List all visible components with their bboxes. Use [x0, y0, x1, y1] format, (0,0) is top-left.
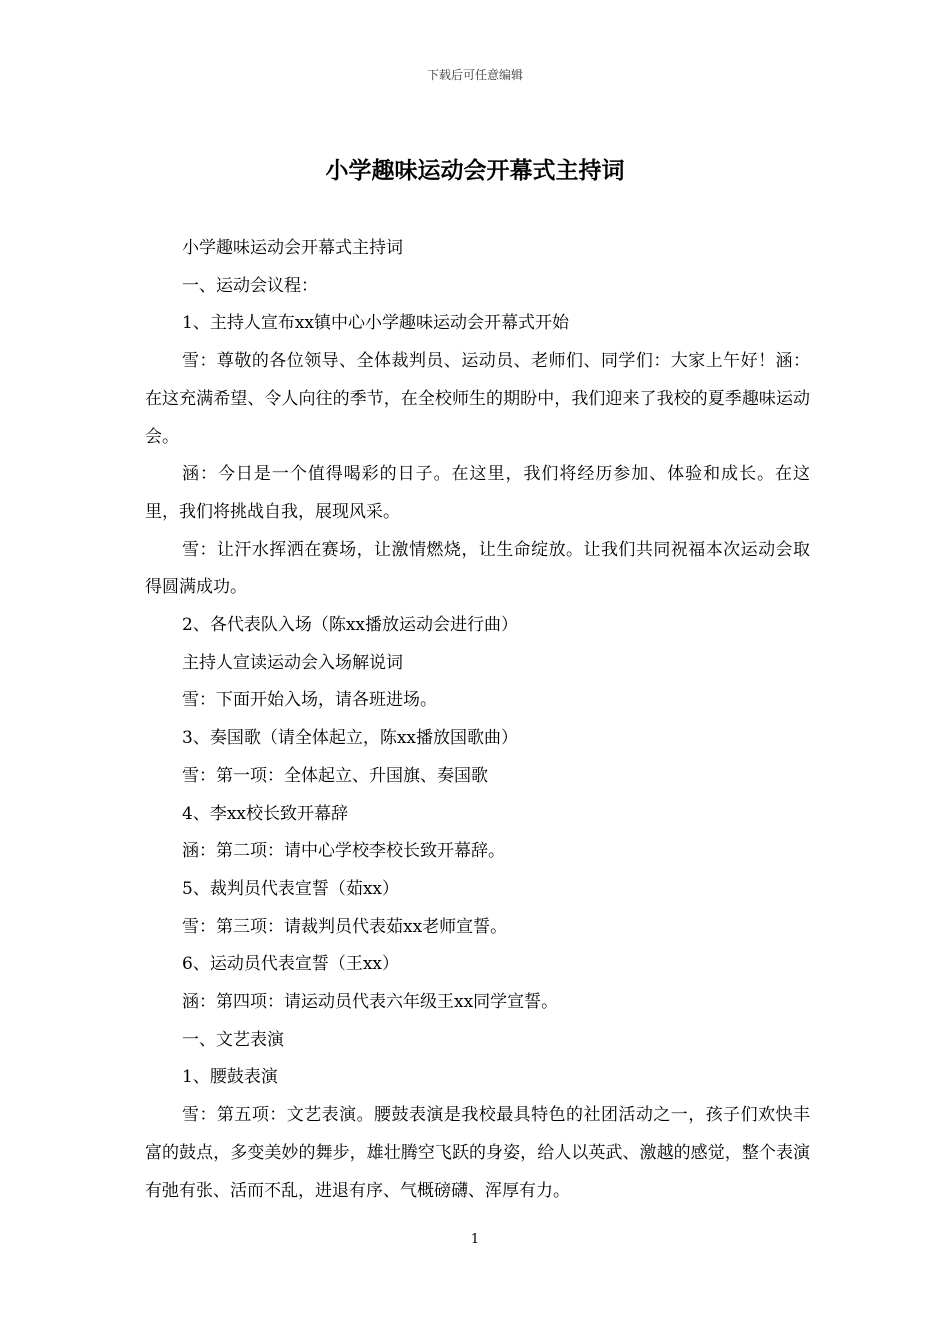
paragraph: 雪：第一项：全体起立、升国旗、奏国歌: [182, 765, 488, 786]
paragraph: 5、裁判员代表宣誓（茹xx）: [182, 878, 399, 899]
paragraph: 1、主持人宣布xx镇中心小学趣味运动会开幕式开始: [182, 313, 569, 334]
paragraph: 雪：第五项：文艺表演。腰鼓表演是我校最具特色的社团活动之一，孩子们欢快丰富的鼓点，多变美妙的舞步，雄壮腾空飞跃的身姿，给人以英武、激越的感觉，整个表演有弛有张、活而不乱，进退有序、气概磅礴、浑厚有力。: [145, 1105, 810, 1201]
paragraph: 雪：下面开始入场，请各班进场。: [182, 690, 437, 711]
document-body: [145, 230, 810, 1210]
paragraph: 一、运动会议程：: [182, 275, 318, 296]
header-note: 下载后可任意编辑: [426, 68, 523, 82]
paragraph: 小学趣味运动会开幕式主持词: [182, 238, 403, 258]
page-number: 1: [470, 1232, 480, 1247]
paragraph: 一、文艺表演: [182, 1029, 284, 1050]
paragraph: 雪：让汗水挥洒在赛场，让激情燃烧，让生命绽放。让我们共同祝福本次运动会取得圆满成功。: [145, 539, 810, 598]
paragraph: 雪：尊敬的各位领导、全体裁判员、运动员、老师们、同学们：大家上午好！涵：在这充满希望、令人向往的季节，在全校师生的期盼中，我们迎来了我校的夏季趣味运动会。: [145, 351, 810, 447]
paragraph: 3、奏国歌（请全体起立，陈xx播放国歌曲）: [182, 728, 518, 749]
paragraph: 2、各代表队入场（陈xx播放运动会进行曲）: [182, 615, 518, 636]
paragraph: 雪：第三项：请裁判员代表茹xx老师宣誓。: [182, 916, 508, 937]
paragraph: 涵：今日是一个值得喝彩的日子。在这里，我们将经历参加、体验和成长。在这里，我们将挑战自我，展现风采。: [145, 464, 810, 522]
paragraph: 6、运动员代表宣誓（王xx）: [182, 954, 399, 975]
paragraph: 涵：第二项：请中心学校李校长致开幕辞。: [182, 841, 505, 862]
document-title: 小学趣味运动会开幕式主持词: [325, 157, 625, 184]
paragraph: 主持人宣读运动会入场解说词: [182, 652, 403, 673]
paragraph: 涵：第四项：请运动员代表六年级王xx同学宣誓。: [182, 992, 559, 1013]
paragraph: 4、李xx校长致开幕辞: [182, 803, 348, 824]
paragraph: 1、腰鼓表演: [182, 1067, 278, 1088]
